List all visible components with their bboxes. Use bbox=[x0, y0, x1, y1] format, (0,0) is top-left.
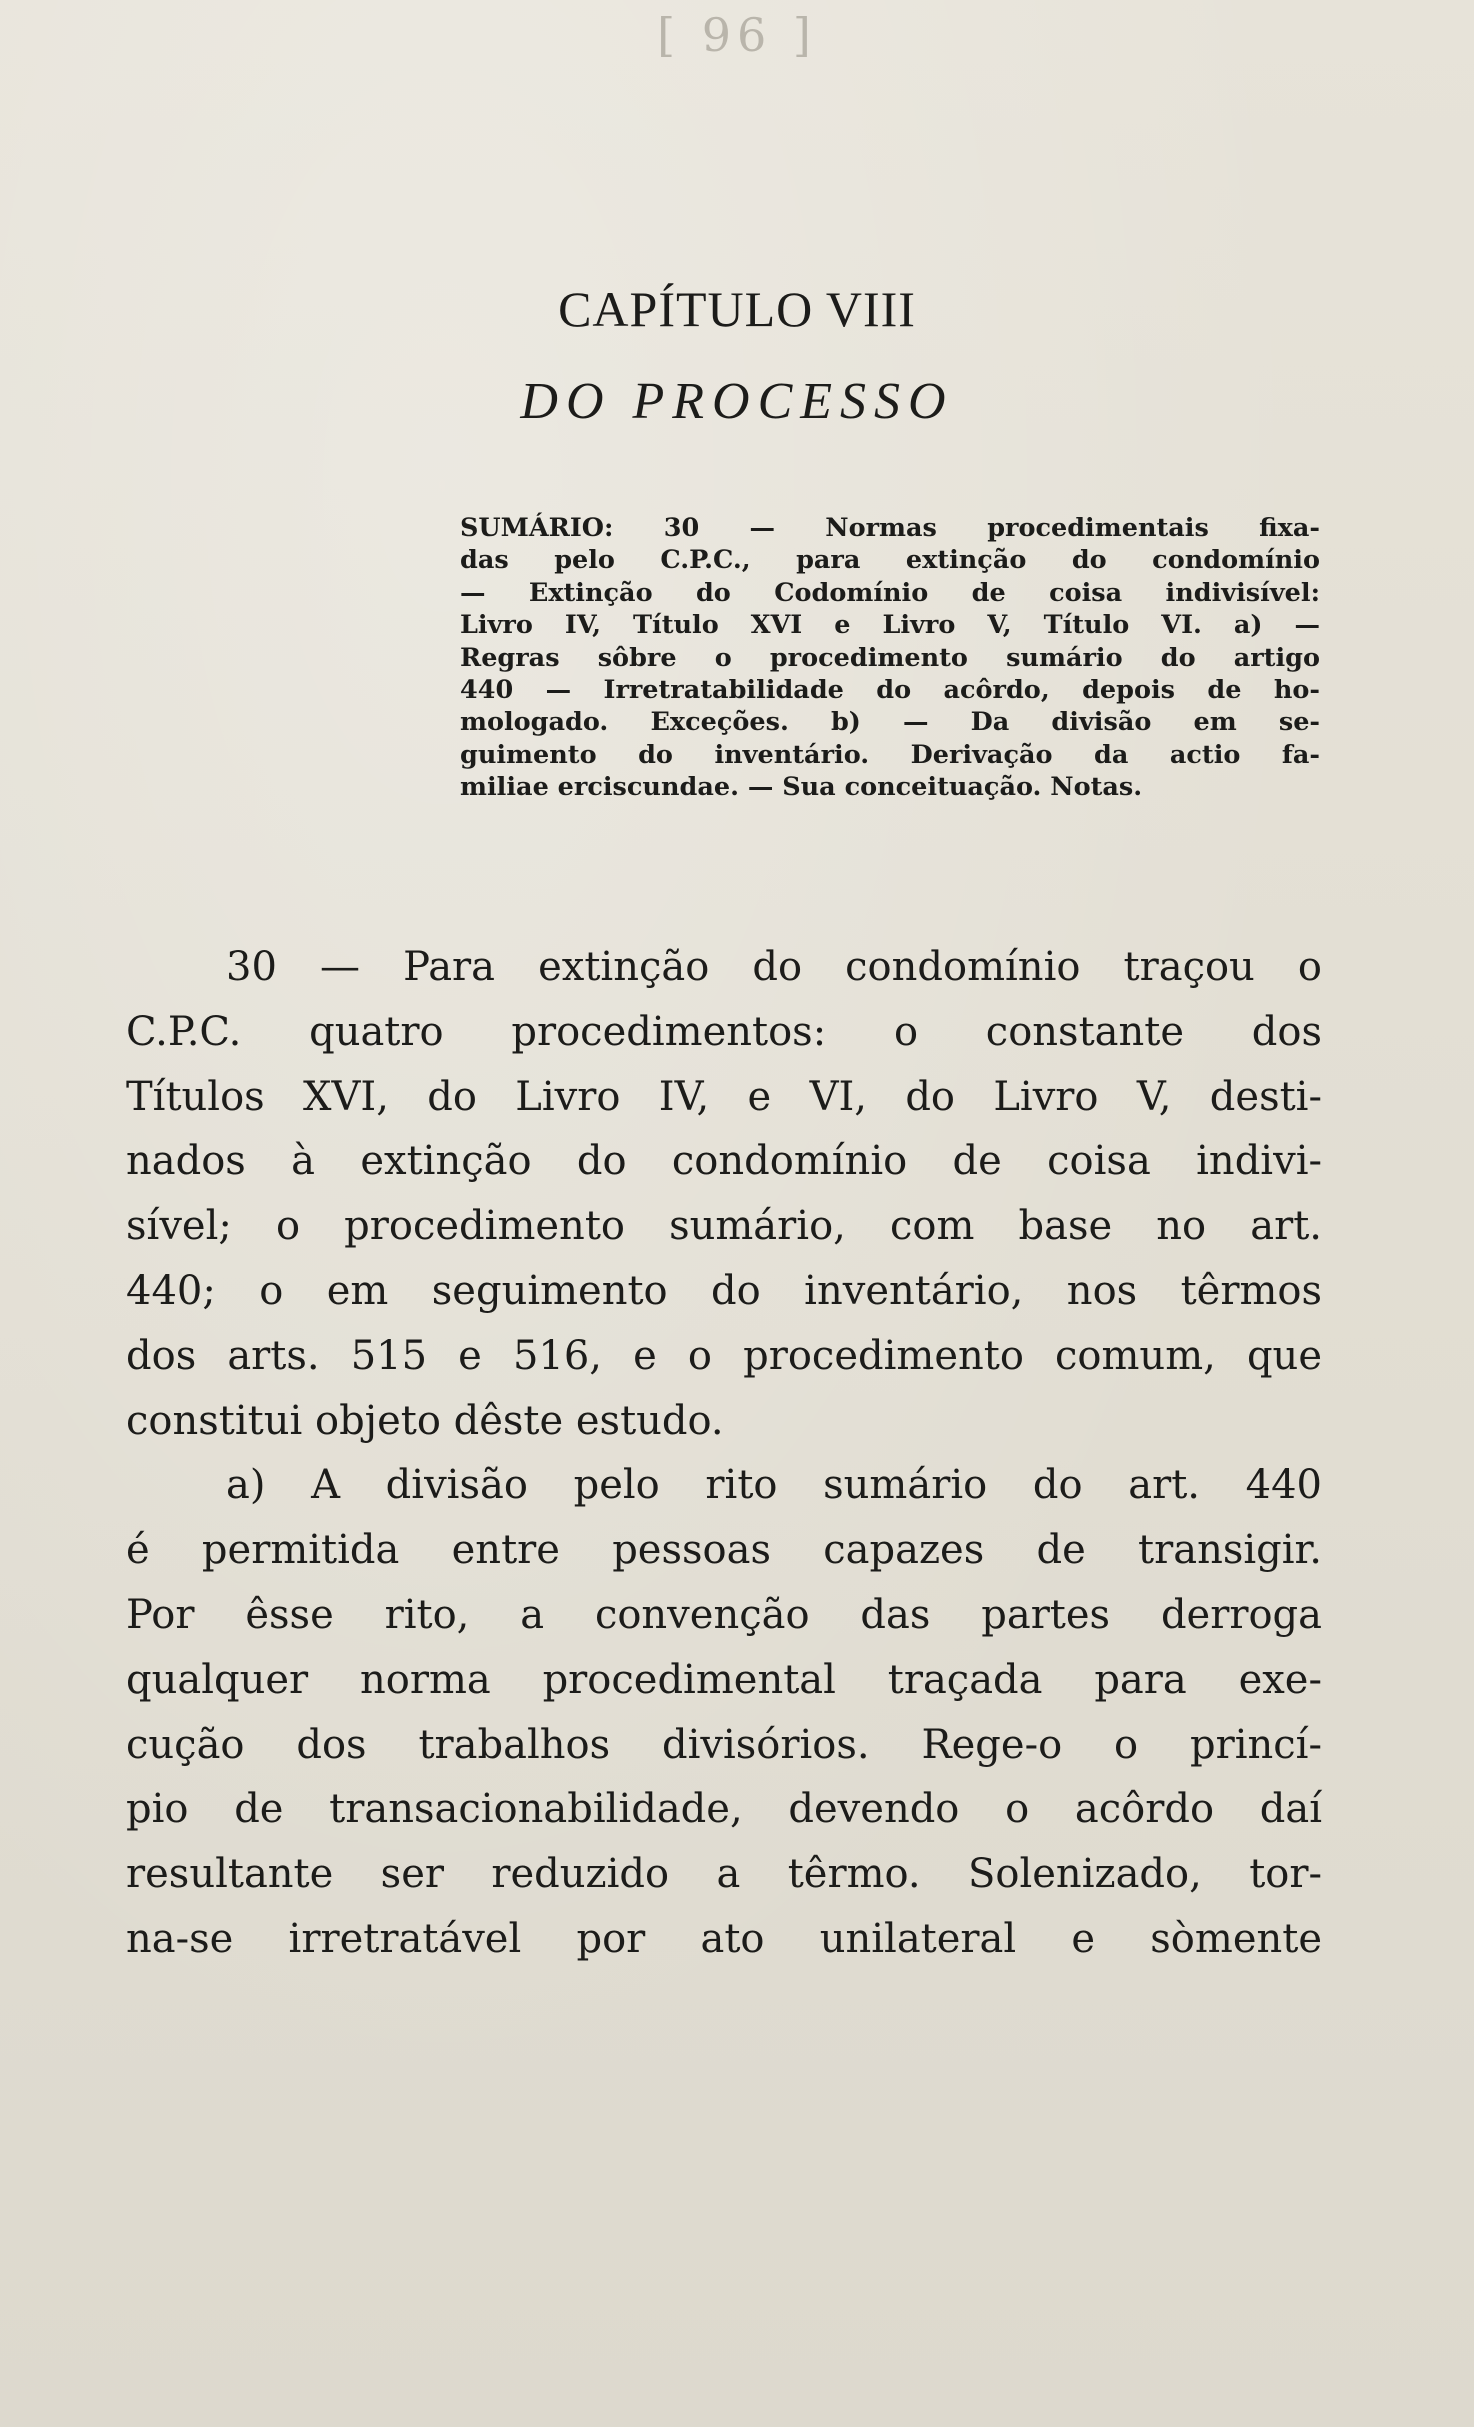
paragraph-a-line: é permitida entre pessoas capazes de transigir. bbox=[126, 1527, 1322, 1574]
paragraph-a-line: qualquer norma procedimental traçada para exe- bbox=[126, 1656, 1322, 1703]
paragraph-a-line: pio de transacionabilidade, devendo o acôrdo daí bbox=[126, 1786, 1322, 1833]
paragraph-a-line: resultante ser reduzido a têrmo. Solenizado, tor- bbox=[126, 1851, 1322, 1898]
chapter-subtitle: DO PROCESSO bbox=[520, 373, 954, 430]
paragraph-30-line: dos arts. 515 e 516, e o procedimento comum, que bbox=[126, 1332, 1322, 1379]
summary-line: mologado. Exceções. b) — Da divisão em se- bbox=[460, 707, 1320, 738]
paragraph-30-line: 440; o em seguimento do inventário, nos têrmos bbox=[126, 1267, 1322, 1314]
paragraph-30-line: sível; o procedimento sumário, com base no art. bbox=[126, 1203, 1322, 1250]
paragraph-a-line: cução dos trabalhos divisórios. Rege-o o princí- bbox=[126, 1721, 1322, 1768]
summary-line: — Extinção do Codomínio de coisa indivisível: bbox=[460, 577, 1320, 608]
summary-line: das pelo C.P.C., para extinção do condomínio bbox=[460, 545, 1320, 576]
summary-line: Livro IV, Título XVI e Livro V, Título VI. a) — bbox=[460, 610, 1320, 641]
paragraph-30-line: nados à extinção do condomínio de coisa indivi- bbox=[126, 1138, 1322, 1185]
summary-line: Regras sôbre o procedimento sumário do artigo bbox=[460, 642, 1320, 673]
chapter-summary bbox=[460, 512, 1320, 804]
paragraph-30-line: C.P.C. quatro procedimentos: o constante dos bbox=[126, 1008, 1322, 1055]
paragraph-30-line: Títulos XVI, do Livro IV, e VI, do Livro V, desti- bbox=[126, 1073, 1322, 1120]
summary-line: 440 — Irretratabilidade do acôrdo, depois de ho- bbox=[460, 675, 1320, 706]
paragraph-30-line: 30 — Para extinção do condomínio traçou o bbox=[226, 944, 1322, 990]
body-text bbox=[126, 935, 1322, 1972]
summary-line: guimento do inventário. Derivação da actio fa- bbox=[460, 739, 1320, 770]
paragraph-a-line: na-se irretratável por ato unilateral e sòmente bbox=[126, 1915, 1322, 1962]
chapter-title: CAPÍTULO VIII bbox=[558, 281, 916, 337]
paragraph-30-line: constitui objeto dêste estudo. bbox=[126, 1397, 724, 1444]
summary-line: SUMÁRIO: 30 — Normas procedimentais fixa- bbox=[460, 513, 1320, 543]
paragraph-a-line: Por êsse rito, a convenção das partes derroga bbox=[126, 1591, 1322, 1638]
page-number: [ 96 ] bbox=[657, 8, 817, 62]
paragraph-a-line: a) A divisão pelo rito sumário do art. 440 bbox=[226, 1462, 1322, 1509]
summary-line: miliae erciscundae. — Sua conceituação. Notas. bbox=[460, 772, 1143, 803]
